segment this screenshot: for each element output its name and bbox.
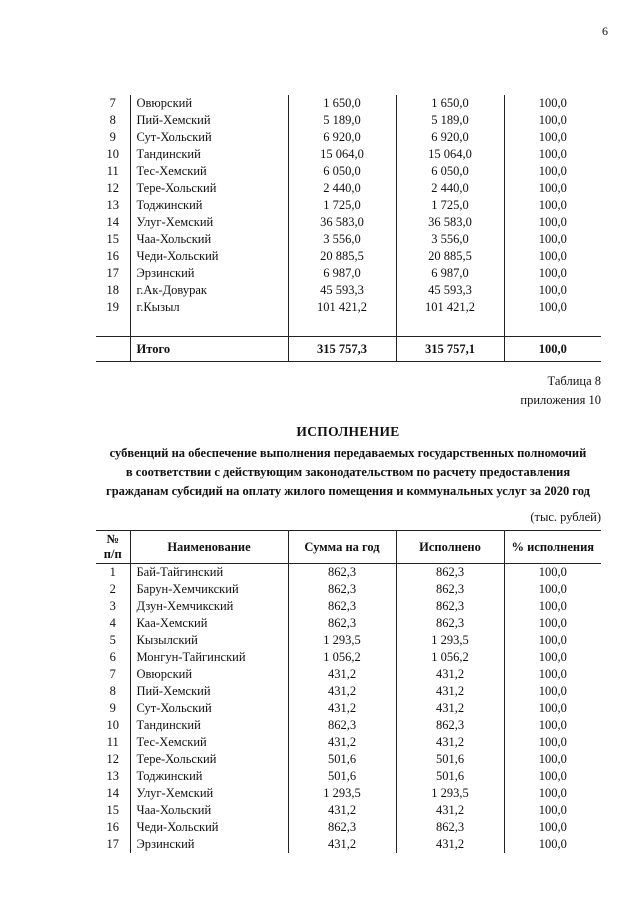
row-number: 11: [106, 164, 119, 178]
row-name: Эрзинский: [130, 836, 288, 853]
row-done: 101 421,2: [396, 299, 504, 316]
table-row: [96, 836, 601, 853]
row-sum: 6 050,0: [288, 163, 396, 180]
table-row: [96, 564, 601, 582]
main-table: [96, 530, 601, 853]
row-number: 1: [109, 565, 116, 579]
row-number: 12: [106, 181, 119, 195]
units-label: (тыс. рублей): [530, 510, 601, 524]
row-percent: 100,0: [504, 248, 601, 265]
row-percent: 100,0: [504, 180, 601, 197]
row-name: Барун-Хемчикский: [130, 581, 288, 598]
row-name: Тере-Хольский: [130, 751, 288, 768]
table-row: [96, 819, 601, 836]
table-row: [96, 197, 601, 214]
row-name: Тоджинский: [130, 197, 288, 214]
row-name: Бай-Тайгинский: [130, 564, 288, 582]
row-percent: 100,0: [504, 734, 601, 751]
row-name: Чеди-Хольский: [130, 819, 288, 836]
row-done: 431,2: [396, 700, 504, 717]
spacer-cell: [130, 316, 288, 337]
row-number: 9: [109, 130, 116, 144]
row-percent: 100,0: [504, 299, 601, 316]
row-sum: 862,3: [288, 717, 396, 734]
row-name: Тере-Хольский: [130, 180, 288, 197]
row-name: Эрзинский: [130, 265, 288, 282]
row-name: Тес-Хемский: [130, 734, 288, 751]
row-done: 36 583,0: [396, 214, 504, 231]
row-number: 15: [106, 803, 119, 817]
header-num: № п/п: [96, 531, 130, 564]
row-percent: 100,0: [504, 146, 601, 163]
table-row: [96, 649, 601, 666]
row-done: 6 987,0: [396, 265, 504, 282]
row-done: 20 885,5: [396, 248, 504, 265]
row-number: 16: [106, 820, 119, 834]
row-sum: 862,3: [288, 819, 396, 836]
appendix-caption: приложения 10: [520, 393, 601, 407]
row-number: 6: [109, 650, 116, 664]
header-row: [96, 531, 601, 564]
header-name: Наименование: [130, 531, 288, 564]
table-row: [96, 129, 601, 146]
subtitle-line: в соответствии с действующим законодательством по расчету предоставления: [125, 465, 571, 479]
row-done: 431,2: [396, 802, 504, 819]
row-name: Пий-Хемский: [130, 683, 288, 700]
row-percent: 100,0: [504, 231, 601, 248]
header-sum: Сумма на год: [288, 531, 396, 564]
total-sum: 315 757,3: [288, 337, 396, 362]
row-name: Тандинский: [130, 717, 288, 734]
spacer-cell: [396, 316, 504, 337]
table-row: [96, 265, 601, 282]
row-done: 431,2: [396, 683, 504, 700]
row-percent: 100,0: [504, 214, 601, 231]
row-sum: 1 293,5: [288, 785, 396, 802]
row-number: 13: [106, 198, 119, 212]
row-number: 11: [106, 735, 119, 749]
row-done: 3 556,0: [396, 231, 504, 248]
row-name: Кызылский: [130, 632, 288, 649]
page-number: 6: [602, 24, 608, 38]
row-name: Пий-Хемский: [130, 112, 288, 129]
row-done: 862,3: [396, 717, 504, 734]
row-name: Чеди-Хольский: [130, 248, 288, 265]
row-done: 2 440,0: [396, 180, 504, 197]
row-name: Чаа-Хольский: [130, 802, 288, 819]
table-row: [96, 248, 601, 265]
row-number: 10: [106, 718, 119, 732]
row-name: Овюрский: [130, 95, 288, 112]
row-number: 7: [109, 96, 116, 110]
row-sum: 1 725,0: [288, 197, 396, 214]
table-row: [96, 214, 601, 231]
row-percent: 100,0: [504, 282, 601, 299]
row-percent: 100,0: [504, 129, 601, 146]
row-number: 10: [106, 147, 119, 161]
row-sum: 45 593,3: [288, 282, 396, 299]
row-name: Монгун-Тайгинский: [130, 649, 288, 666]
row-number: 17: [106, 266, 119, 280]
row-sum: 862,3: [288, 598, 396, 615]
total-done: 315 757,1: [396, 337, 504, 362]
row-done: 1 056,2: [396, 649, 504, 666]
row-name: Тоджинский: [130, 768, 288, 785]
row-name: Улуг-Хемский: [130, 785, 288, 802]
row-sum: 431,2: [288, 734, 396, 751]
row-done: 501,6: [396, 768, 504, 785]
table-row: [96, 180, 601, 197]
row-name: Тес-Хемский: [130, 163, 288, 180]
total-num-cell: [96, 337, 130, 362]
total-percent: 100,0: [504, 337, 601, 362]
table-row: [96, 615, 601, 632]
row-percent: 100,0: [504, 95, 601, 112]
row-sum: 2 440,0: [288, 180, 396, 197]
table-row: [96, 163, 601, 180]
table-row: [96, 717, 601, 734]
row-sum: 431,2: [288, 666, 396, 683]
row-done: 1 293,5: [396, 632, 504, 649]
row-number: 8: [109, 684, 116, 698]
table-row: [96, 632, 601, 649]
row-done: 431,2: [396, 666, 504, 683]
row-percent: 100,0: [504, 581, 601, 598]
row-percent: 100,0: [504, 785, 601, 802]
row-done: 862,3: [396, 819, 504, 836]
row-percent: 100,0: [504, 197, 601, 214]
table-row: [96, 785, 601, 802]
header-pct: % исполнения: [504, 531, 601, 564]
row-done: 45 593,3: [396, 282, 504, 299]
subtitle-line: субвенций на обеспечение выполнения передаваемых государственных полномочий: [109, 446, 587, 460]
row-sum: 501,6: [288, 751, 396, 768]
table-row: [96, 231, 601, 248]
row-percent: 100,0: [504, 615, 601, 632]
header-done: Исполнено: [396, 531, 504, 564]
row-sum: 862,3: [288, 615, 396, 632]
table-row: [96, 802, 601, 819]
row-done: 15 064,0: [396, 146, 504, 163]
total-row: [96, 337, 601, 362]
spacer-cell: [96, 316, 130, 337]
row-sum: 862,3: [288, 564, 396, 582]
row-sum: 501,6: [288, 768, 396, 785]
row-sum: 3 556,0: [288, 231, 396, 248]
row-percent: 100,0: [504, 836, 601, 853]
table-row: [96, 700, 601, 717]
table-row: [96, 581, 601, 598]
row-percent: 100,0: [504, 666, 601, 683]
row-percent: 100,0: [504, 683, 601, 700]
row-number: 14: [106, 215, 119, 229]
row-name: Тандинский: [130, 146, 288, 163]
row-percent: 100,0: [504, 163, 601, 180]
row-sum: 431,2: [288, 700, 396, 717]
row-name: Дзун-Хемчикский: [130, 598, 288, 615]
row-name: г.Ак-Довурак: [130, 282, 288, 299]
row-done: 1 293,5: [396, 785, 504, 802]
row-percent: 100,0: [504, 112, 601, 129]
row-done: 501,6: [396, 751, 504, 768]
row-sum: 1 293,5: [288, 632, 396, 649]
table-row: [96, 146, 601, 163]
row-name: Сут-Хольский: [130, 129, 288, 146]
table-row: [96, 112, 601, 129]
table-row: [96, 282, 601, 299]
row-number: 19: [106, 300, 119, 314]
row-done: 1 725,0: [396, 197, 504, 214]
row-done: 431,2: [396, 734, 504, 751]
row-percent: 100,0: [504, 751, 601, 768]
table-row: [96, 751, 601, 768]
row-sum: 1 056,2: [288, 649, 396, 666]
row-done: 862,3: [396, 581, 504, 598]
row-name: Каа-Хемский: [130, 615, 288, 632]
row-done: 5 189,0: [396, 112, 504, 129]
row-done: 6 050,0: [396, 163, 504, 180]
row-name: Улуг-Хемский: [130, 214, 288, 231]
row-sum: 431,2: [288, 802, 396, 819]
row-sum: 20 885,5: [288, 248, 396, 265]
row-number: 3: [109, 599, 116, 613]
row-number: 7: [109, 667, 116, 681]
row-number: 18: [106, 283, 119, 297]
row-sum: 431,2: [288, 836, 396, 853]
row-percent: 100,0: [504, 598, 601, 615]
spacer-row: [96, 316, 601, 337]
row-percent: 100,0: [504, 802, 601, 819]
table-caption: Таблица 8: [547, 374, 601, 388]
table-row: [96, 768, 601, 785]
table-row: [96, 666, 601, 683]
row-number: 5: [109, 633, 116, 647]
row-name: г.Кызыл: [130, 299, 288, 316]
row-number: 14: [106, 786, 119, 800]
row-number: 2: [109, 582, 116, 596]
row-number: 17: [106, 837, 119, 851]
table-row: [96, 95, 601, 112]
row-percent: 100,0: [504, 717, 601, 734]
row-done: 862,3: [396, 564, 504, 582]
row-name: Чаа-Хольский: [130, 231, 288, 248]
row-number: 9: [109, 701, 116, 715]
row-sum: 6 987,0: [288, 265, 396, 282]
subtitle-line: гражданам субсидий на оплату жилого помещения и коммунальных услуг за 2020 год: [106, 484, 590, 498]
row-name: Овюрский: [130, 666, 288, 683]
row-sum: 15 064,0: [288, 146, 396, 163]
total-label: Итого: [130, 337, 288, 362]
row-done: 431,2: [396, 836, 504, 853]
row-percent: 100,0: [504, 632, 601, 649]
table-row: [96, 299, 601, 316]
row-percent: 100,0: [504, 564, 601, 582]
row-sum: 5 189,0: [288, 112, 396, 129]
row-done: 862,3: [396, 598, 504, 615]
row-done: 6 920,0: [396, 129, 504, 146]
row-sum: 36 583,0: [288, 214, 396, 231]
row-number: 15: [106, 232, 119, 246]
top-table: [96, 95, 601, 362]
table-row: [96, 734, 601, 751]
row-sum: 1 650,0: [288, 95, 396, 112]
row-number: 4: [109, 616, 116, 630]
row-percent: 100,0: [504, 649, 601, 666]
row-number: 12: [106, 752, 119, 766]
table-row: [96, 598, 601, 615]
spacer-cell: [504, 316, 601, 337]
row-percent: 100,0: [504, 768, 601, 785]
row-percent: 100,0: [504, 265, 601, 282]
row-number: 16: [106, 249, 119, 263]
row-sum: 6 920,0: [288, 129, 396, 146]
row-name: Сут-Хольский: [130, 700, 288, 717]
row-sum: 862,3: [288, 581, 396, 598]
row-sum: 101 421,2: [288, 299, 396, 316]
row-number: 8: [109, 113, 116, 127]
spacer-cell: [288, 316, 396, 337]
row-sum: 431,2: [288, 683, 396, 700]
row-number: 13: [106, 769, 119, 783]
row-percent: 100,0: [504, 700, 601, 717]
row-done: 862,3: [396, 615, 504, 632]
row-done: 1 650,0: [396, 95, 504, 112]
table-row: [96, 683, 601, 700]
row-percent: 100,0: [504, 819, 601, 836]
document-heading: ИСПОЛНЕНИЕ: [296, 424, 400, 439]
